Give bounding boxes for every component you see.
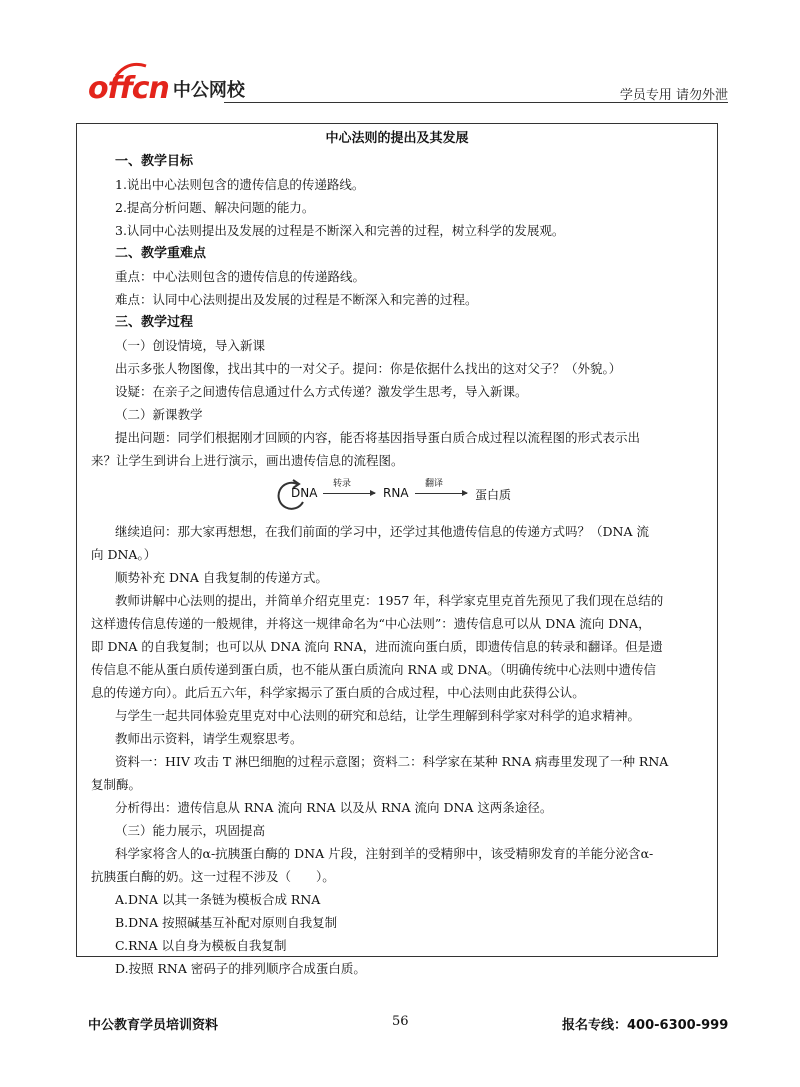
- option-c: C.RNA 以自身为模板自我复制: [115, 938, 287, 953]
- flow-protein-label: 蛋白质: [475, 488, 512, 502]
- process-part2-line-7a: 资料一：HIV 攻击 T 淋巴细胞的过程示意图；资料二：科学家在某种 RNA 病毒里发现了一种 RNA: [115, 754, 669, 769]
- question-stem-line-b: 抗胰蛋白酶的奶。这一过程不涉及（ ）。: [91, 869, 335, 884]
- process-part2-line-1b: 来？让学生到讲台上进行演示，画出遗传信息的流程图。: [91, 453, 404, 468]
- flow-translation-label: 翻译: [425, 479, 444, 489]
- question-stem-line-a: 科学家将含人的α-抗胰蛋白酶的 DNA 片段，注射到羊的受精卵中，该受精卵发育的羊能分泌含α-: [115, 846, 654, 861]
- page-number: 56: [392, 1014, 409, 1029]
- logo-offcn-text: offcn: [88, 71, 169, 106]
- process-part2-line-4b: 这样遗传信息传递的一般规律，并将这一规律命名为“中心法则”：遗传信息可以从 DNA 流向 DNA，: [91, 616, 651, 631]
- section-heading-goals: 一、教学目标: [115, 154, 194, 169]
- process-part2-line-1a: 提出问题：同学们根据刚才回顾的内容，能否将基因指导蛋白质合成过程以流程图的形式表示出: [115, 430, 641, 445]
- process-part1-line-2: 设疑：在亲子之间遗传信息通过什么方式传递？激发学生思考，导入新课。: [115, 384, 528, 399]
- option-a: A.DNA 以其一条链为模板合成 RNA: [115, 892, 321, 907]
- lesson-title: 中心法则的提出及其发展: [325, 131, 469, 146]
- lesson-plan-box: [76, 123, 718, 976]
- keypoint-line-2: 难点：认同中心法则提出及发展的过程是不断深入和完善的过程。: [115, 292, 478, 307]
- process-part2-line-7b: 复制酶。: [91, 777, 142, 792]
- process-part2-title: （二）新课教学: [115, 407, 203, 422]
- option-b: B.DNA 按照碱基互补配对原则自我复制: [115, 915, 338, 930]
- flow-rna-label: RNA: [383, 486, 409, 500]
- process-part2-line-5: 与学生一起共同体验克里克对中心法则的研究和总结，让学生理解到科学家对科学的追求精神。: [115, 708, 641, 723]
- goal-line-3: 3.认同中心法则提出及发展的过程是不断深入和完善的过程，树立科学的发展观。: [115, 223, 565, 238]
- logo-cn-text: 中公网校: [172, 80, 245, 101]
- goal-line-2: 2.提高分析问题、解决问题的能力。: [115, 200, 315, 215]
- keypoint-line-1: 重点：中心法则包含的遗传信息的传递路线。: [115, 269, 366, 284]
- offcn-logo: [88, 71, 245, 106]
- footer-left: 中公教育学员培训资料: [88, 1018, 219, 1033]
- logo-swoosh-icon: [114, 60, 148, 78]
- process-part2-line-8: 分析得出：遗传信息从 RNA 流向 RNA 以及从 RNA 流向 DNA 这两条途径。: [115, 800, 553, 815]
- process-part2-line-4a: 教师讲解中心法则的提出，并简单介绍克里克：1957 年，科学家克里克首先预见了我们现在总结的: [115, 593, 664, 608]
- process-part2-line-3: 顺势补充 DNA 自我复制的传递方式。: [115, 570, 328, 585]
- process-part2-line-2a: 继续追问：那大家再想想，在我们前面的学习中，还学过其他遗传信息的传递方式吗？（DNA 流: [115, 524, 649, 539]
- process-part1-line-1: 出示多张人物图像，找出其中的一对父子。提问：你是依据什么找出的这对父子？（外貌。）: [115, 361, 622, 376]
- flow-arrow-transcription: [323, 493, 375, 494]
- flow-transcription-label: 转录: [333, 479, 352, 489]
- central-dogma-flowchart: [77, 474, 717, 518]
- process-part2-line-2b: 向 DNA。）: [91, 547, 157, 562]
- process-part1-title: （一）创设情境，导入新课: [115, 338, 266, 353]
- flow-arrow-translation: [415, 493, 467, 494]
- process-part2-line-4c: 即 DNA 的自我复制；也可以从 DNA 流向 RNA，进而流向蛋白质，即遗传信息的转录和翻译。但是遗: [91, 639, 663, 654]
- option-d: D.按照 RNA 密码子的排列顺序合成蛋白质。: [115, 961, 366, 976]
- page-header: [88, 71, 728, 114]
- footer-right: 报名专线：400-6300-999: [562, 1018, 729, 1033]
- section-heading-keypoints: 二、教学重难点: [115, 246, 207, 261]
- process-part2-line-4e: 息的传递方向）。此后五六年，科学家揭示了蛋白质的合成过程，中心法则由此获得公认。: [91, 685, 585, 700]
- process-part2-line-4d: 传信息不能从蛋白质传递到蛋白质，也不能从蛋白质流向 RNA 或 DNA。（明确传统中心法则中遗传信: [91, 662, 657, 677]
- header-notice: 学员专用 请勿外泄: [619, 88, 728, 103]
- flow-dna-label: DNA: [291, 486, 318, 500]
- goal-line-1: 1.说出中心法则包含的遗传信息的传递路线。: [115, 177, 365, 192]
- section-heading-process: 三、教学过程: [115, 315, 194, 330]
- process-part3-title: （三）能力展示，巩固提高: [115, 823, 266, 838]
- process-part2-line-6: 教师出示资料，请学生观察思考。: [115, 731, 303, 746]
